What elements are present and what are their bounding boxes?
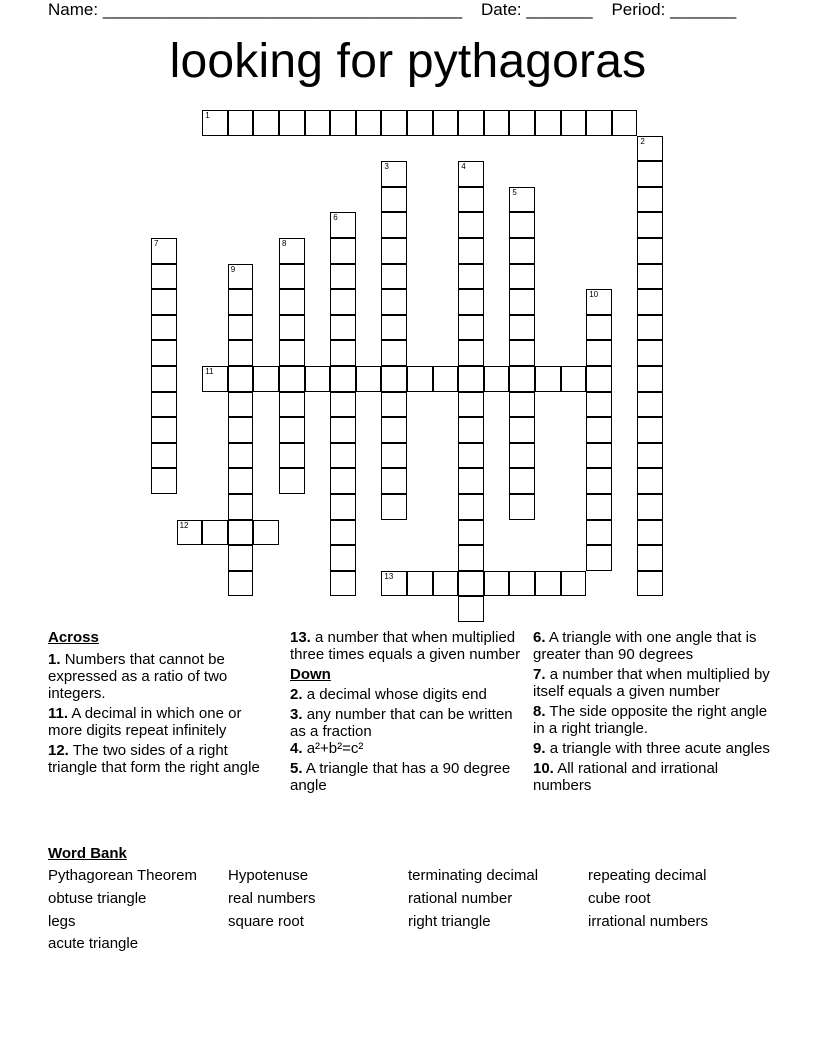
crossword-cell[interactable]	[407, 571, 433, 597]
crossword-cell[interactable]	[151, 289, 177, 315]
crossword-cell[interactable]	[228, 289, 254, 315]
crossword-cell[interactable]	[535, 366, 561, 392]
crossword-cell[interactable]	[458, 238, 484, 264]
clue-number: 10	[589, 290, 599, 300]
crossword-cell[interactable]	[151, 468, 177, 494]
crossword-cell[interactable]	[279, 110, 305, 136]
crossword-cell[interactable]	[509, 264, 535, 290]
word-bank-item: legs	[48, 913, 76, 930]
crossword-cell[interactable]	[228, 520, 254, 546]
crossword-cell[interactable]	[458, 468, 484, 494]
crossword-cell[interactable]	[637, 340, 663, 366]
crossword-cell[interactable]	[279, 238, 305, 264]
crossword-cell[interactable]	[586, 392, 612, 418]
clue-down-9: 9. a triangle with three acute angles	[533, 740, 770, 757]
clue-number: 8	[282, 239, 287, 248]
crossword-cell[interactable]	[228, 110, 254, 136]
crossword-cell[interactable]	[612, 110, 638, 136]
crossword-cell[interactable]	[509, 110, 535, 136]
crossword-cell[interactable]	[330, 494, 356, 520]
crossword-cell[interactable]	[381, 264, 407, 290]
word-bank-item: right triangle	[408, 913, 491, 930]
crossword-cell[interactable]	[228, 468, 254, 494]
crossword-cell[interactable]	[279, 315, 305, 341]
crossword-cell[interactable]	[381, 468, 407, 494]
crossword-cell[interactable]	[407, 366, 433, 392]
across-clues-column-1	[48, 629, 278, 779]
crossword-cell[interactable]	[330, 238, 356, 264]
crossword-cell[interactable]	[637, 264, 663, 290]
crossword-cell[interactable]	[586, 110, 612, 136]
crossword-cell[interactable]	[458, 392, 484, 418]
crossword-cell[interactable]	[356, 110, 382, 136]
date-label: Date:	[481, 0, 522, 19]
name-label: Name:	[48, 0, 99, 19]
clue-down-10: 10. All rational and irrational numbers	[533, 760, 719, 794]
crossword-cell[interactable]	[637, 468, 663, 494]
crossword-cell[interactable]	[381, 212, 407, 238]
date-blank[interactable]: _______	[526, 0, 593, 19]
crossword-cell[interactable]	[484, 366, 510, 392]
period-blank[interactable]: _______	[670, 0, 737, 19]
crossword-cell[interactable]	[637, 366, 663, 392]
crossword-cell[interactable]	[253, 110, 279, 136]
crossword-cell[interactable]	[330, 289, 356, 315]
crossword-cell[interactable]	[637, 238, 663, 264]
crossword-cell[interactable]	[381, 110, 407, 136]
crossword-cell[interactable]	[228, 340, 254, 366]
word-bank-item: rational number	[408, 890, 513, 907]
crossword-cell[interactable]	[330, 520, 356, 546]
crossword-cell[interactable]	[484, 571, 510, 597]
crossword-cell[interactable]	[458, 212, 484, 238]
crossword-cell[interactable]	[458, 571, 484, 597]
crossword-cell[interactable]	[458, 545, 484, 571]
across-heading: Across	[48, 629, 99, 646]
crossword-cell[interactable]	[381, 366, 407, 392]
crossword-cell[interactable]	[279, 443, 305, 469]
word-bank-item: cube root	[588, 890, 651, 907]
crossword-cell[interactable]	[381, 340, 407, 366]
word-bank-item: obtuse triangle	[48, 890, 147, 907]
clue-number: 12	[179, 520, 189, 530]
crossword-cell[interactable]	[509, 392, 535, 418]
clue-number: 11	[205, 367, 214, 376]
crossword-cell[interactable]	[586, 520, 612, 546]
crossword-cell[interactable]	[458, 340, 484, 366]
crossword-cell[interactable]	[637, 494, 663, 520]
crossword-cell[interactable]	[305, 110, 331, 136]
crossword-cell[interactable]	[202, 366, 228, 392]
crossword-cell[interactable]	[637, 443, 663, 469]
word-bank-item: real numbers	[228, 890, 316, 907]
crossword-cell[interactable]	[151, 340, 177, 366]
crossword-cell[interactable]	[509, 212, 535, 238]
clue-across-13: 13. a number that when multiplied three times equals a given number	[290, 629, 521, 663]
word-bank-item: square root	[228, 913, 304, 930]
word-bank-item: Pythagorean Theorem	[48, 867, 197, 884]
clue-number: 3	[384, 162, 389, 172]
crossword-cell[interactable]	[151, 366, 177, 392]
crossword-cell[interactable]	[637, 545, 663, 571]
crossword-cell[interactable]	[279, 289, 305, 315]
crossword-cell[interactable]	[637, 136, 663, 162]
clue-across-11: 11. A decimal in which one or more digits repeat infinitely	[48, 705, 242, 739]
clue-number: 13	[384, 571, 394, 581]
crossword-cell[interactable]	[279, 264, 305, 290]
crossword-cell[interactable]	[330, 392, 356, 418]
crossword-cell[interactable]	[279, 468, 305, 494]
crossword-cell[interactable]	[330, 315, 356, 341]
crossword-cell[interactable]	[586, 366, 612, 392]
crossword-cell[interactable]	[330, 443, 356, 469]
crossword-cell[interactable]	[381, 187, 407, 213]
crossword-cell[interactable]	[381, 494, 407, 520]
clue-down-5: 5. A triangle that has a 90 degree angle	[290, 760, 511, 794]
word-bank-heading: Word Bank	[48, 845, 127, 862]
clue-number: 1	[205, 111, 210, 120]
word-bank-item: Hypotenuse	[228, 867, 309, 884]
clue-down-2: 2. a decimal whose digits end	[290, 686, 487, 703]
crossword-cell[interactable]	[586, 468, 612, 494]
clues-column-2	[290, 629, 526, 797]
crossword-cell[interactable]	[586, 315, 612, 341]
crossword-cell[interactable]	[586, 443, 612, 469]
crossword-cell[interactable]	[330, 468, 356, 494]
crossword-cell[interactable]	[458, 289, 484, 315]
crossword-cell[interactable]	[279, 340, 305, 366]
crossword-cell[interactable]	[279, 417, 305, 443]
crossword-cell[interactable]	[484, 110, 510, 136]
crossword-cell[interactable]	[586, 417, 612, 443]
crossword-cell[interactable]	[509, 571, 535, 597]
clue-down-3: 3. any number that can be written as a fraction	[290, 706, 513, 740]
crossword-cell[interactable]	[458, 315, 484, 341]
crossword-cell[interactable]	[509, 340, 535, 366]
crossword-cell[interactable]	[535, 571, 561, 597]
crossword-cell[interactable]	[381, 161, 407, 187]
crossword-cell[interactable]	[305, 366, 331, 392]
clue-down-8: 8. The side opposite the right angle in a right triangle.	[533, 703, 768, 737]
clue-down-4: 4. a²+b²=c²	[290, 740, 364, 757]
crossword-cell[interactable]	[637, 187, 663, 213]
clue-across-1: 1. Numbers that cannot be expressed as a ratio of two integers.	[48, 651, 228, 702]
crossword-cell[interactable]	[253, 366, 279, 392]
crossword-cell[interactable]	[509, 315, 535, 341]
crossword-cell[interactable]	[330, 545, 356, 571]
crossword-cell[interactable]	[381, 238, 407, 264]
crossword-cell[interactable]	[151, 315, 177, 341]
clue-down-7: 7. a number that when multiplied by itself equals a given number	[533, 666, 770, 700]
crossword-cell[interactable]	[637, 571, 663, 597]
crossword-cell[interactable]	[458, 264, 484, 290]
crossword-cell[interactable]	[561, 110, 587, 136]
crossword-cell[interactable]	[330, 110, 356, 136]
crossword-cell[interactable]	[509, 494, 535, 520]
crossword-cell[interactable]	[433, 571, 459, 597]
clue-down-6: 6. A triangle with one angle that is greater than 90 degrees	[533, 629, 757, 663]
crossword-cell[interactable]	[458, 161, 484, 187]
crossword-cell[interactable]	[458, 366, 484, 392]
crossword-cell[interactable]	[228, 494, 254, 520]
crossword-cell[interactable]	[637, 212, 663, 238]
clues-column-3	[533, 629, 773, 797]
crossword-cell[interactable]	[586, 340, 612, 366]
page-title: looking for pythagoras	[169, 35, 647, 88]
crossword-cell[interactable]	[637, 289, 663, 315]
crossword-cell[interactable]	[381, 443, 407, 469]
clue-across-12: 12. The two sides of a right triangle that form the right angle	[48, 742, 260, 776]
crossword-cell[interactable]	[228, 392, 254, 418]
crossword-cell[interactable]	[253, 520, 279, 546]
crossword-cell[interactable]	[330, 571, 356, 597]
clue-number: 9	[230, 264, 236, 274]
crossword-cell[interactable]	[637, 392, 663, 418]
crossword-cell[interactable]	[151, 417, 177, 443]
crossword-cell[interactable]	[509, 468, 535, 494]
crossword-cell[interactable]	[228, 417, 254, 443]
crossword-cell[interactable]	[586, 545, 612, 571]
crossword-cell[interactable]	[381, 315, 407, 341]
crossword-cell[interactable]	[535, 110, 561, 136]
crossword-cell[interactable]	[151, 264, 177, 290]
crossword-cell[interactable]	[637, 315, 663, 341]
crossword-cell[interactable]	[586, 289, 612, 315]
clue-number: 4	[461, 162, 466, 172]
crossword-cell[interactable]	[177, 520, 203, 546]
crossword-cell[interactable]	[279, 366, 305, 392]
crossword-cell[interactable]	[509, 417, 535, 443]
word-bank-item: acute triangle	[48, 935, 139, 952]
word-bank-item: irrational numbers	[588, 913, 709, 930]
crossword-cell[interactable]	[381, 392, 407, 418]
crossword-cell[interactable]	[330, 417, 356, 443]
crossword-cell[interactable]	[509, 187, 535, 213]
crossword-cell[interactable]	[458, 417, 484, 443]
crossword-cell[interactable]	[509, 238, 535, 264]
crossword-cell[interactable]	[637, 520, 663, 546]
crossword-cell[interactable]	[228, 443, 254, 469]
crossword-cell[interactable]	[458, 596, 484, 622]
crossword-cell[interactable]	[151, 392, 177, 418]
crossword-cell[interactable]	[458, 110, 484, 136]
crossword-cell[interactable]	[279, 392, 305, 418]
crossword-cell[interactable]	[228, 366, 254, 392]
crossword-cell[interactable]	[330, 366, 356, 392]
crossword-cell[interactable]	[509, 366, 535, 392]
crossword-cell[interactable]	[381, 571, 407, 597]
crossword-cell[interactable]	[381, 417, 407, 443]
down-heading: Down	[290, 666, 331, 683]
clue-number: 5	[512, 187, 517, 197]
word-bank-item: terminating decimal	[408, 867, 539, 884]
crossword-cell[interactable]	[637, 417, 663, 443]
crossword-cell[interactable]	[330, 264, 356, 290]
crossword-cell[interactable]	[637, 161, 663, 187]
clue-number: 6	[333, 213, 338, 223]
crossword-cell[interactable]	[561, 571, 587, 597]
crossword-cell[interactable]	[356, 366, 382, 392]
crossword-cell[interactable]	[458, 443, 484, 469]
period-label: Period:	[611, 0, 666, 19]
crossword-cell[interactable]	[458, 494, 484, 520]
crossword-cell[interactable]	[202, 520, 228, 546]
crossword-cell[interactable]	[381, 289, 407, 315]
crossword-cell[interactable]	[151, 443, 177, 469]
crossword-cell[interactable]	[509, 289, 535, 315]
crossword-cell[interactable]	[561, 366, 587, 392]
crossword-cell[interactable]	[330, 340, 356, 366]
crossword-cell[interactable]	[509, 443, 535, 469]
crossword-cell[interactable]	[151, 238, 177, 264]
name-blank[interactable]: ______________________________________	[102, 0, 463, 19]
crossword-cell[interactable]	[228, 315, 254, 341]
crossword-cell[interactable]	[458, 187, 484, 213]
crossword-cell[interactable]	[228, 571, 254, 597]
crossword-cell[interactable]	[202, 110, 228, 136]
crossword-cell[interactable]	[228, 545, 254, 571]
crossword-cell[interactable]	[433, 366, 459, 392]
crossword-cell[interactable]	[433, 110, 459, 136]
clue-number: 2	[640, 136, 645, 146]
crossword-cell[interactable]	[228, 264, 254, 290]
crossword-cell[interactable]	[586, 494, 612, 520]
crossword-cell[interactable]	[458, 520, 484, 546]
word-bank-item: repeating decimal	[588, 867, 707, 884]
clue-number: 7	[154, 239, 159, 248]
crossword-cell[interactable]	[407, 110, 433, 136]
crossword-cell[interactable]	[330, 212, 356, 238]
